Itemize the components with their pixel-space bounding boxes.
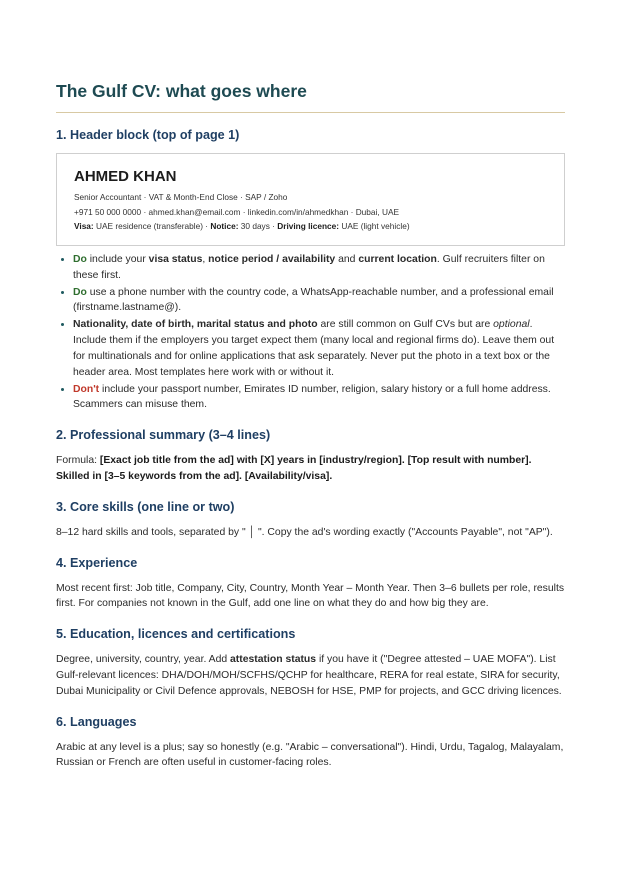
- cv-header-example: [56, 153, 565, 246]
- summary-text: [56, 453, 565, 485]
- title-divider: [56, 112, 565, 113]
- tip-text: and: [335, 254, 359, 265]
- skills-text: 8–12 hard skills and tools, separated by " │ ". Copy the ad's wording exactly ("Accounts Payable", not "AP").: [56, 526, 553, 538]
- section-skills-heading: 3. Core skills (one line or two): [56, 499, 235, 514]
- tip-text: ,: [202, 254, 209, 265]
- section-summary-heading: 2. Professional summary (3–4 lines): [56, 428, 271, 443]
- do-label: Do: [73, 254, 87, 265]
- education-text-part: if you have it ("Degree attested – UAE MOFA"). List Gulf-relevant licences: DHA/DOH/MOH/SCFHS/QCHP for healthcare, RERA for real estate, SIRA for security, Dubai Municipality or Civil Defence approvals, NEBOSH for HSE, PMP for projects, and GCC driving licences.: [56, 654, 562, 697]
- licence-label: Driving licence:: [277, 221, 340, 231]
- list-item: [73, 382, 565, 414]
- tip-text: include your passport number, Emirates ID number, religion, salary history or a full home address. Scammers can misuse them.: [73, 383, 551, 411]
- section-summary: [56, 427, 565, 485]
- education-text: [56, 652, 565, 699]
- tip-text: . Include them if the employers you target expect them (many local and regional firms do). Leave them out for multinationals and for online applications that ask separately. Never put the photo in a text box or the header area. Most templates here work with or without it.: [73, 319, 555, 378]
- tip-text: include your: [86, 254, 149, 265]
- tip-bold: notice period / availability: [208, 254, 336, 265]
- list-item: [73, 285, 565, 317]
- do-label: Do: [73, 286, 87, 298]
- tip-text: . Gulf recruiters filter on these first.: [73, 254, 545, 281]
- dont-label: Don't: [73, 383, 100, 395]
- visa-label: Visa:: [74, 221, 94, 231]
- experience-text: Most recent first: Job title, Company, City, Country, Month Year – Month Year. Then 3–6 bullets per role, results first. For companies not known in the Gulf, add one line on what they do and how big they are.: [56, 582, 565, 610]
- formula-prefix: Formula:: [56, 455, 100, 467]
- list-item: [73, 252, 565, 284]
- licence-value: UAE (light vehicle): [339, 221, 410, 231]
- section-experience: [56, 555, 565, 613]
- section-experience-heading: 4. Experience: [56, 555, 138, 570]
- education-text-part: Degree, university, country, year. Add: [56, 654, 231, 666]
- tip-emphasis: optional: [493, 319, 530, 331]
- tip-bold: visa status: [148, 254, 203, 265]
- cv-name: AHMED KHAN: [74, 168, 177, 185]
- header-tips-list: [56, 252, 565, 413]
- section-languages-heading: 6. Languages: [56, 714, 137, 729]
- section-languages: [56, 714, 565, 772]
- cv-status-line: [74, 219, 547, 234]
- notice-label: Notice:: [210, 221, 239, 231]
- cv-contact-line: +971 50 000 0000 · ahmed.khan@email.com · linkedin.com/in/ahmedkhan · Dubai, UAE: [74, 206, 400, 217]
- tip-text: are still common on Gulf CVs but are: [317, 319, 494, 331]
- section-header-heading: 1. Header block (top of page 1): [56, 128, 240, 142]
- notice-value: 30 days ·: [238, 221, 278, 231]
- formula-text: [Exact job title from the ad] with [X] years in [industry/region]. [Top result with number]. Skilled in [3–5 keywords from the ad]. [Availability/visa].: [56, 455, 532, 483]
- languages-text: Arabic at any level is a plus; say so honestly (e.g. "Arabic – conversational"). Hindi, Urdu, Tagalog, Malayalam, Russian or French are often useful in customer-facing roles.: [56, 741, 564, 769]
- section-education: [56, 626, 565, 699]
- visa-value: UAE residence (transferable) ·: [93, 221, 211, 231]
- page-title: The Gulf CV: what goes where: [56, 81, 307, 101]
- tip-bold: current location: [358, 254, 437, 265]
- cv-title-line: Senior Accountant · VAT & Month-End Close · SAP / Zoho: [74, 192, 288, 202]
- tip-bold: Nationality, date of birth, marital status and photo: [73, 319, 318, 331]
- tip-text: use a phone number with the country code, a WhatsApp-reachable number, and a professional email (firstname.lastname@).: [73, 286, 554, 314]
- list-item: [73, 317, 565, 380]
- section-education-heading: 5. Education, licences and certifications: [56, 627, 296, 642]
- attestation-bold: attestation status: [230, 654, 317, 666]
- section-skills: [56, 499, 565, 541]
